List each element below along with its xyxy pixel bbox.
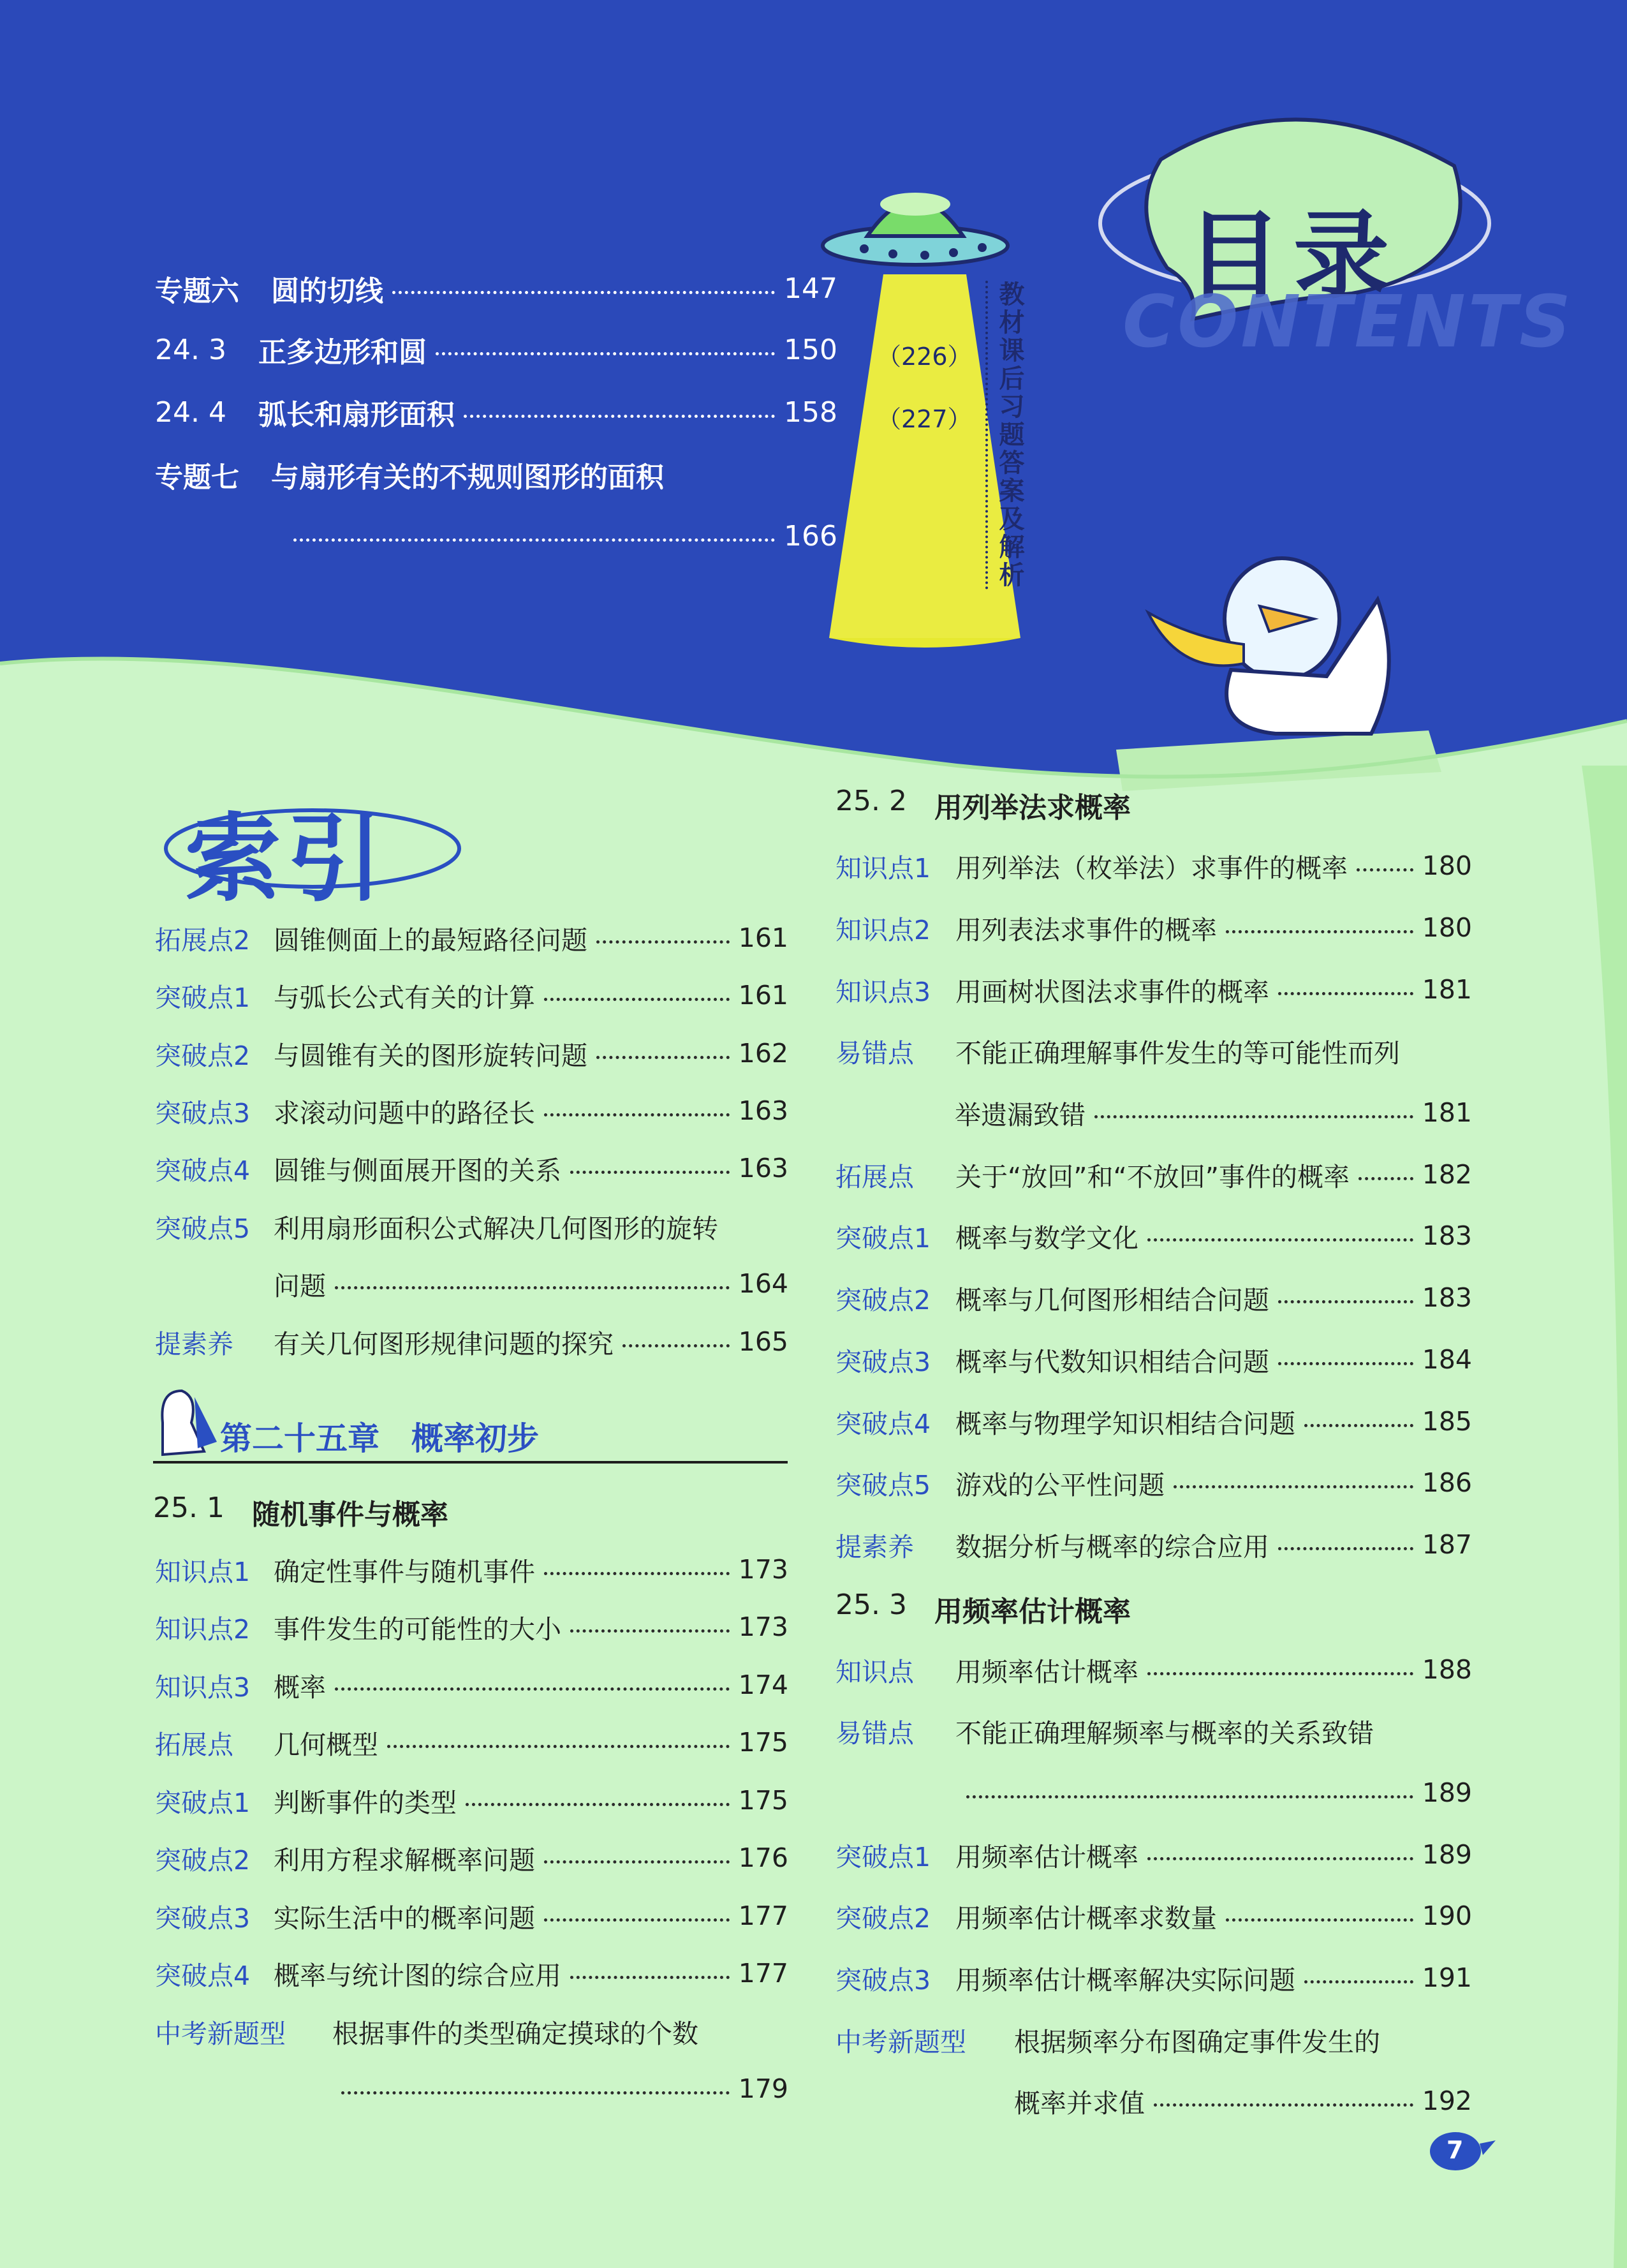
entry-text: 求滚动问题中的路径长 <box>274 1097 535 1129</box>
leader-dots <box>544 1113 730 1116</box>
index-entry[interactable] <box>836 1279 1472 1317</box>
entry-text: 利用扇形面积公式解决几何图形的旋转 <box>274 1213 718 1244</box>
entry-text: 用列举法（枚举法）求事件的概率 <box>955 852 1348 884</box>
entry-text: 概率并求值 <box>1014 2087 1145 2119</box>
entry-label: 突破点2 <box>836 1902 931 1934</box>
chapter-heading[interactable]: 第二十五章 概率初步 <box>220 1420 539 1457</box>
entry-page: 173 <box>738 1612 788 1642</box>
entry-page: 181 <box>1422 1097 1472 1128</box>
entry-label: 突破点4 <box>155 1960 251 1991</box>
leader-dots <box>436 352 775 355</box>
entry-page: 192 <box>1422 2086 1472 2116</box>
entry-label: 知识点1 <box>836 852 931 884</box>
entry-page: 162 <box>738 1038 788 1069</box>
entry-label: 突破点3 <box>836 1964 931 1996</box>
toc-label: 专题七 <box>155 461 239 494</box>
leader-dots <box>596 940 730 944</box>
index-entry[interactable] <box>155 1897 788 1935</box>
leader-dots <box>335 1286 730 1289</box>
index-entry[interactable] <box>155 919 788 957</box>
entry-text: 圆锥与侧面展开图的关系 <box>274 1155 561 1186</box>
leader-dots <box>544 1860 730 1864</box>
entry-text: 利用方程求解概率问题 <box>274 1844 535 1876</box>
entry-label: 知识点3 <box>155 1671 251 1703</box>
leader-dots <box>1147 1672 1413 1675</box>
toc-title: 弧长和扇形面积 <box>258 399 455 431</box>
entry-label: 知识点 <box>836 1656 914 1687</box>
index-entry[interactable] <box>155 1781 788 1820</box>
entry-page: 163 <box>738 1153 788 1183</box>
index-entry[interactable] <box>155 1149 788 1187</box>
leader-dots <box>1304 1424 1413 1427</box>
entry-page: 187 <box>1422 1529 1472 1560</box>
entry-label: 拓展点 <box>836 1161 914 1192</box>
answer-page-ref: （227） <box>877 405 972 433</box>
leader-dots <box>387 1745 730 1748</box>
entry-label: 知识点3 <box>836 976 931 1007</box>
toc-row[interactable] <box>155 393 837 431</box>
entry-label: 突破点3 <box>155 1097 251 1129</box>
entry-text: 用画树状图法求事件的概率 <box>955 976 1269 1007</box>
entry-label: 突破点2 <box>155 1844 251 1876</box>
index-entry[interactable] <box>836 970 1472 1009</box>
entry-text: 用频率估计概率解决实际问题 <box>955 1964 1295 1996</box>
entry-text: 关于“放回”和“不放回”事件的概率 <box>955 1161 1350 1192</box>
entry-label: 易错点 <box>836 1037 914 1069</box>
index-entry[interactable] <box>836 1402 1472 1441</box>
page-title: 目录 <box>1186 201 1401 312</box>
entry-label: 易错点 <box>836 1717 914 1749</box>
entry-text: 用频率估计概率 <box>955 1656 1138 1687</box>
index-entry[interactable] <box>836 1897 1472 1935</box>
entry-text: 概率与数学文化 <box>955 1222 1138 1254</box>
entry-text: 游戏的公平性问题 <box>955 1469 1165 1501</box>
toc-row-continued[interactable] <box>293 517 837 555</box>
entry-text: 根据事件的类型确定摸球的个数 <box>332 2018 698 2049</box>
index-entry-continued[interactable] <box>341 2070 788 2108</box>
toc-label: 24. 4 <box>155 396 226 429</box>
entry-text: 概率 <box>274 1671 326 1703</box>
index-entry[interactable] <box>155 1207 788 1245</box>
index-entry-continued[interactable] <box>966 1774 1472 1812</box>
toc-row[interactable] <box>155 456 837 494</box>
leader-dots <box>293 538 775 542</box>
entry-page: 181 <box>1422 974 1472 1005</box>
leader-dots <box>1094 1115 1413 1118</box>
toc-page: 158 <box>784 396 837 429</box>
index-entry[interactable] <box>155 1092 788 1130</box>
leader-dots <box>544 1572 730 1575</box>
toc-row[interactable] <box>155 269 837 308</box>
section-number: 25. 3 <box>836 1589 907 1621</box>
entry-page: 175 <box>738 1727 788 1758</box>
entry-page: 175 <box>738 1785 788 1816</box>
leader-dots <box>392 291 775 294</box>
entry-text: 举遗漏致错 <box>955 1099 1086 1130</box>
entry-label: 突破点4 <box>155 1155 251 1186</box>
leader-dots <box>341 2091 730 2094</box>
index-entry[interactable] <box>836 1032 1472 1070</box>
leader-dots <box>622 1344 730 1347</box>
index-entry[interactable] <box>155 1954 788 1992</box>
leader-dots <box>596 1056 730 1059</box>
section-title[interactable]: 用频率估计概率 <box>934 1596 1131 1628</box>
index-entry[interactable] <box>155 1839 788 1877</box>
toc-title: 与扇形有关的不规则图形的面积 <box>271 461 664 494</box>
leader-dots <box>1278 1547 1413 1550</box>
entry-page: 161 <box>738 923 788 953</box>
entry-text: 与弧长公式有关的计算 <box>274 982 535 1013</box>
entry-text: 概率与统计图的综合应用 <box>274 1960 561 1991</box>
index-entry[interactable] <box>836 1525 1472 1564</box>
leader-dots <box>1226 930 1413 933</box>
entry-label: 突破点3 <box>155 1902 251 1934</box>
leader-dots <box>1357 868 1413 871</box>
leader-dots <box>544 1918 730 1922</box>
entry-text: 概率与物理学知识相结合问题 <box>955 1408 1295 1439</box>
leader-dots <box>966 1795 1413 1798</box>
entry-page: 163 <box>738 1095 788 1126</box>
entry-page: 189 <box>1422 1839 1472 1870</box>
entry-page: 177 <box>738 1958 788 1989</box>
entry-text: 用频率估计概率 <box>955 1841 1138 1872</box>
entry-text: 圆锥侧面上的最短路径问题 <box>274 924 587 956</box>
entry-label: 知识点2 <box>836 914 931 945</box>
entry-page: 165 <box>738 1326 788 1357</box>
entry-label: 突破点4 <box>836 1408 931 1439</box>
entry-page: 161 <box>738 980 788 1011</box>
entry-text: 事件发生的可能性的大小 <box>274 1613 561 1645</box>
entry-label: 突破点5 <box>836 1469 931 1501</box>
index-entry[interactable] <box>155 1323 788 1361</box>
entry-text: 有关几何图形规律问题的探究 <box>274 1328 614 1360</box>
entry-page: 173 <box>738 1554 788 1585</box>
index-entry[interactable] <box>836 1464 1472 1502</box>
entry-text: 数据分析与概率的综合应用 <box>955 1531 1269 1562</box>
entry-text: 概率与代数知识相结合问题 <box>955 1346 1269 1377</box>
index-title: 索引 <box>185 804 390 915</box>
entry-text: 用列表法求事件的概率 <box>955 914 1217 945</box>
toc-page: 147 <box>784 272 837 305</box>
toc-row[interactable] <box>155 330 837 369</box>
entry-page: 179 <box>738 2073 788 2104</box>
index-entry-continued[interactable] <box>955 1093 1472 1132</box>
leader-dots <box>570 1629 730 1633</box>
page-number: 7 <box>1447 2136 1464 2164</box>
entry-page: 190 <box>1422 1901 1472 1931</box>
index-entry[interactable] <box>836 847 1472 885</box>
index-entry[interactable] <box>836 1835 1472 1874</box>
entry-label: 突破点1 <box>155 982 251 1013</box>
entry-text: 确定性事件与随机事件 <box>274 1556 535 1587</box>
index-entry[interactable] <box>155 976 788 1014</box>
entry-page: 186 <box>1422 1467 1472 1498</box>
index-entry[interactable] <box>836 908 1472 947</box>
leader-dots <box>570 1976 730 1979</box>
entry-page: 185 <box>1422 1406 1472 1437</box>
leader-dots <box>1226 1918 1413 1922</box>
title-deco: CONTENTS <box>1123 281 1573 364</box>
entry-label: 中考新题型 <box>836 2026 966 2057</box>
entry-text: 与圆锥有关的图形旋转问题 <box>274 1040 587 1071</box>
toc-page: 150 <box>784 333 837 366</box>
leader-dots <box>1304 1980 1413 1983</box>
leader-dots <box>544 998 730 1001</box>
entry-label: 知识点1 <box>155 1556 251 1587</box>
entry-page: 174 <box>738 1670 788 1700</box>
section-title[interactable]: 随机事件与概率 <box>252 1499 448 1531</box>
entry-text: 根据频率分布图确定事件发生的 <box>1014 2026 1380 2057</box>
entry-label: 提素养 <box>155 1328 233 1360</box>
entry-text: 几何概型 <box>274 1729 378 1760</box>
leader-dots <box>1147 1238 1413 1241</box>
index-entry-continued[interactable] <box>1014 2082 1472 2120</box>
toc-title: 圆的切线 <box>271 275 383 308</box>
leader-dots <box>1154 2103 1413 2107</box>
index-entry[interactable] <box>836 2020 1472 2059</box>
section-number: 25. 2 <box>836 785 907 817</box>
entry-text: 实际生活中的概率问题 <box>274 1902 535 1934</box>
entry-label: 知识点2 <box>155 1613 251 1645</box>
entry-page: 182 <box>1422 1159 1472 1190</box>
entry-page: 164 <box>738 1268 788 1299</box>
entry-page: 177 <box>738 1901 788 1931</box>
section-title[interactable]: 用列举法求概率 <box>934 792 1131 824</box>
leader-dots <box>570 1171 730 1174</box>
entry-label: 突破点1 <box>836 1841 931 1872</box>
toc-page: 166 <box>784 519 837 552</box>
entry-text: 概率与几何图形相结合问题 <box>955 1284 1269 1316</box>
entry-page: 180 <box>1422 850 1472 881</box>
leader-dots <box>1147 1857 1413 1860</box>
toc-label: 专题六 <box>155 275 239 308</box>
index-entry[interactable] <box>836 1650 1472 1689</box>
leader-dots <box>1278 1300 1413 1303</box>
entry-page: 184 <box>1422 1344 1472 1375</box>
index-entry[interactable] <box>836 1340 1472 1379</box>
leader-dots <box>1278 1362 1413 1365</box>
entry-text: 问题 <box>274 1270 326 1301</box>
entry-label: 突破点3 <box>836 1346 931 1377</box>
entry-label: 中考新题型 <box>155 2018 286 2049</box>
answer-page-ref: （226） <box>877 343 972 371</box>
leader-dots <box>335 1687 730 1691</box>
index-entry-continued[interactable] <box>274 1264 788 1303</box>
entry-label: 突破点2 <box>836 1284 931 1316</box>
entry-page: 189 <box>1422 1777 1472 1808</box>
entry-label: 突破点1 <box>836 1222 931 1254</box>
entry-text: 判断事件的类型 <box>274 1787 457 1818</box>
index-entry[interactable] <box>155 1723 788 1761</box>
entry-text: 不能正确理解频率与概率的关系致错 <box>955 1717 1374 1749</box>
toc-label: 24. 3 <box>155 333 226 366</box>
entry-label: 拓展点2 <box>155 924 251 956</box>
leader-dots <box>1174 1485 1413 1488</box>
index-entry[interactable] <box>155 2012 788 2050</box>
entry-label: 拓展点 <box>155 1729 233 1760</box>
leader-dots <box>466 1803 730 1806</box>
entry-page: 180 <box>1422 912 1472 943</box>
leader-dots <box>1278 992 1413 995</box>
entry-page: 191 <box>1422 1962 1472 1993</box>
entry-label: 提素养 <box>836 1531 914 1562</box>
index-entry[interactable] <box>155 1034 788 1072</box>
toc-title: 正多边形和圆 <box>258 336 427 369</box>
leader-dots <box>464 415 775 418</box>
index-entry[interactable] <box>155 1666 788 1704</box>
index-entry[interactable] <box>155 1608 788 1646</box>
entry-page: 176 <box>738 1842 788 1873</box>
index-entry[interactable] <box>836 1155 1472 1194</box>
index-entry[interactable] <box>155 1550 788 1589</box>
index-entry[interactable] <box>836 1959 1472 1997</box>
entry-page: 183 <box>1422 1282 1472 1313</box>
entry-text: 不能正确理解事件发生的等可能性而列 <box>955 1037 1400 1069</box>
beam-label: 教材课后习题答案及解析 <box>985 281 1028 589</box>
index-entry[interactable] <box>836 1217 1472 1255</box>
entry-text: 用频率估计概率求数量 <box>955 1902 1217 1934</box>
entry-label: 突破点1 <box>155 1787 251 1818</box>
section-number: 25. 1 <box>153 1492 225 1524</box>
entry-label: 突破点2 <box>155 1040 251 1071</box>
entry-label: 突破点5 <box>155 1213 251 1244</box>
index-entry[interactable] <box>836 1712 1472 1750</box>
leader-dots <box>1358 1177 1413 1180</box>
entry-page: 183 <box>1422 1220 1472 1251</box>
entry-page: 188 <box>1422 1654 1472 1685</box>
